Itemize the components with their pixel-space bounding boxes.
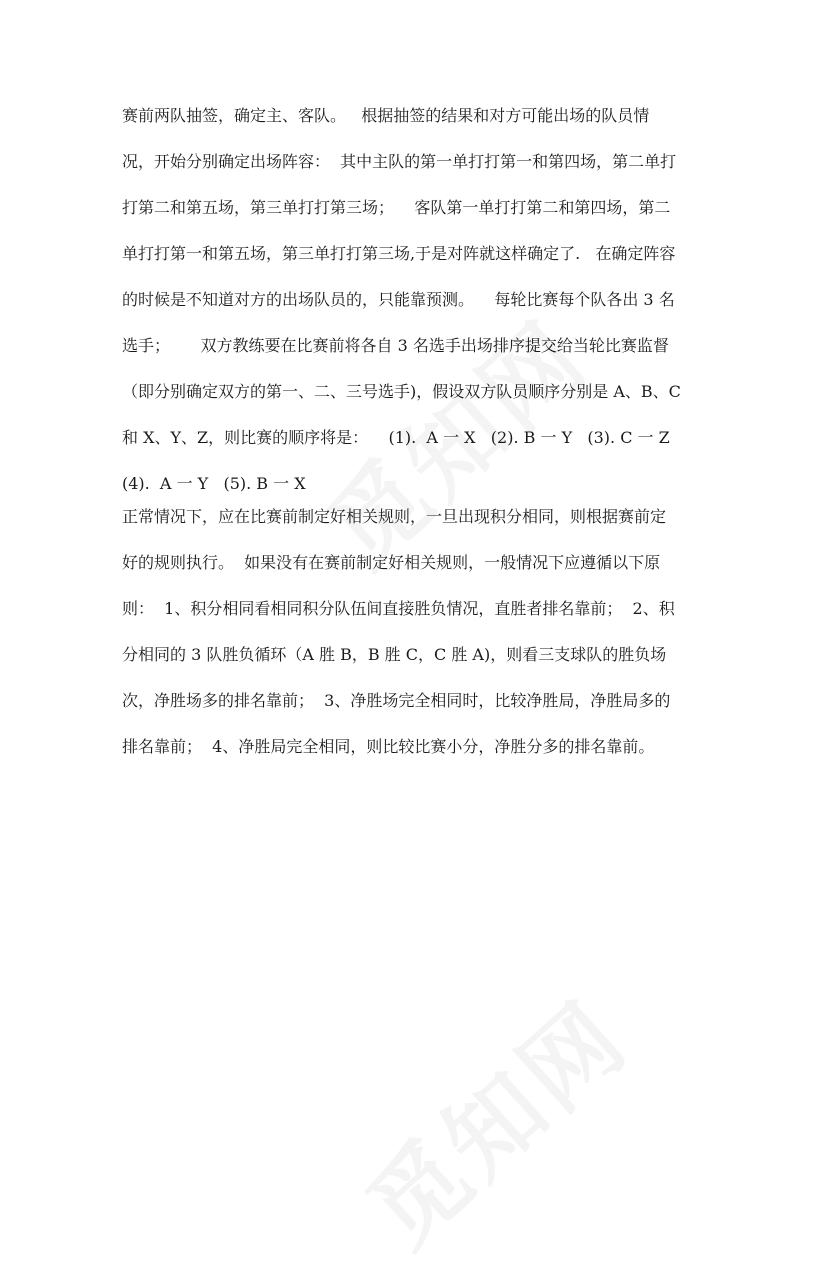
text-line: 况，开始分别确定出场阵容： 其中主队的第一单打打第一和第四场，第二单打 <box>122 152 677 171</box>
text-line: 排名靠前； 4、净胜局完全相同，则比较比赛小分，净胜分多的排名靠前。 <box>122 737 655 756</box>
text-line: 赛前两队抽签，确定主、客队。 根据抽签的结果和对方可能出场的队员情 <box>122 106 650 125</box>
text-line: 的时候是不知道对方的出场队员的，只能靠预测。 每轮比赛每个队各出 3 名 <box>122 290 675 309</box>
text-line: 和 X、Y、Z，则比赛的顺序将是： (1). A 一 X (2). B 一 Y (3). C 一 Z <box>122 428 670 447</box>
text-line: 次，净胜场多的排名靠前； 3、净胜场完全相同时，比较净胜局，净胜局多的 <box>122 691 671 710</box>
text-line: 则： 1、积分相同看相同积分队伍间直接胜负情况，直胜者排名靠前； 2、积 <box>122 599 675 618</box>
watermark <box>333 965 652 1272</box>
text-line: 单打打第一和第五场，第三单打打第三场,于是对阵就这样确定了. 在确定阵容 <box>122 244 676 263</box>
text-line: 好的规则执行。 如果没有在赛前制定好相关规则，一般情况下应遵循以下原 <box>122 553 661 572</box>
text-line: 选手； 双方教练要在比赛前将各自 3 名选手出场排序提交给当轮比赛监督 <box>122 336 669 355</box>
text-line: 分相同的 3 队胜负循环（A 胜 B，B 胜 C，C 胜 A)，则看三支球队的胜负场 <box>122 645 667 664</box>
document-body <box>122 106 712 783</box>
text-line: （即分别确定双方的第一、二、三号选手)，假设双方队员顺序分别是 A、B、C <box>122 382 681 401</box>
text-line: (4). A 一 Y (5). B 一 X <box>122 474 306 493</box>
text-line: 打第二和第五场，第三单打打第三场； 客队第一单打打第二和第四场，第二 <box>122 198 671 217</box>
text-line: 正常情况下，应在比赛前制定好相关规则，一旦出现积分相同，则根据赛前定 <box>122 507 667 526</box>
